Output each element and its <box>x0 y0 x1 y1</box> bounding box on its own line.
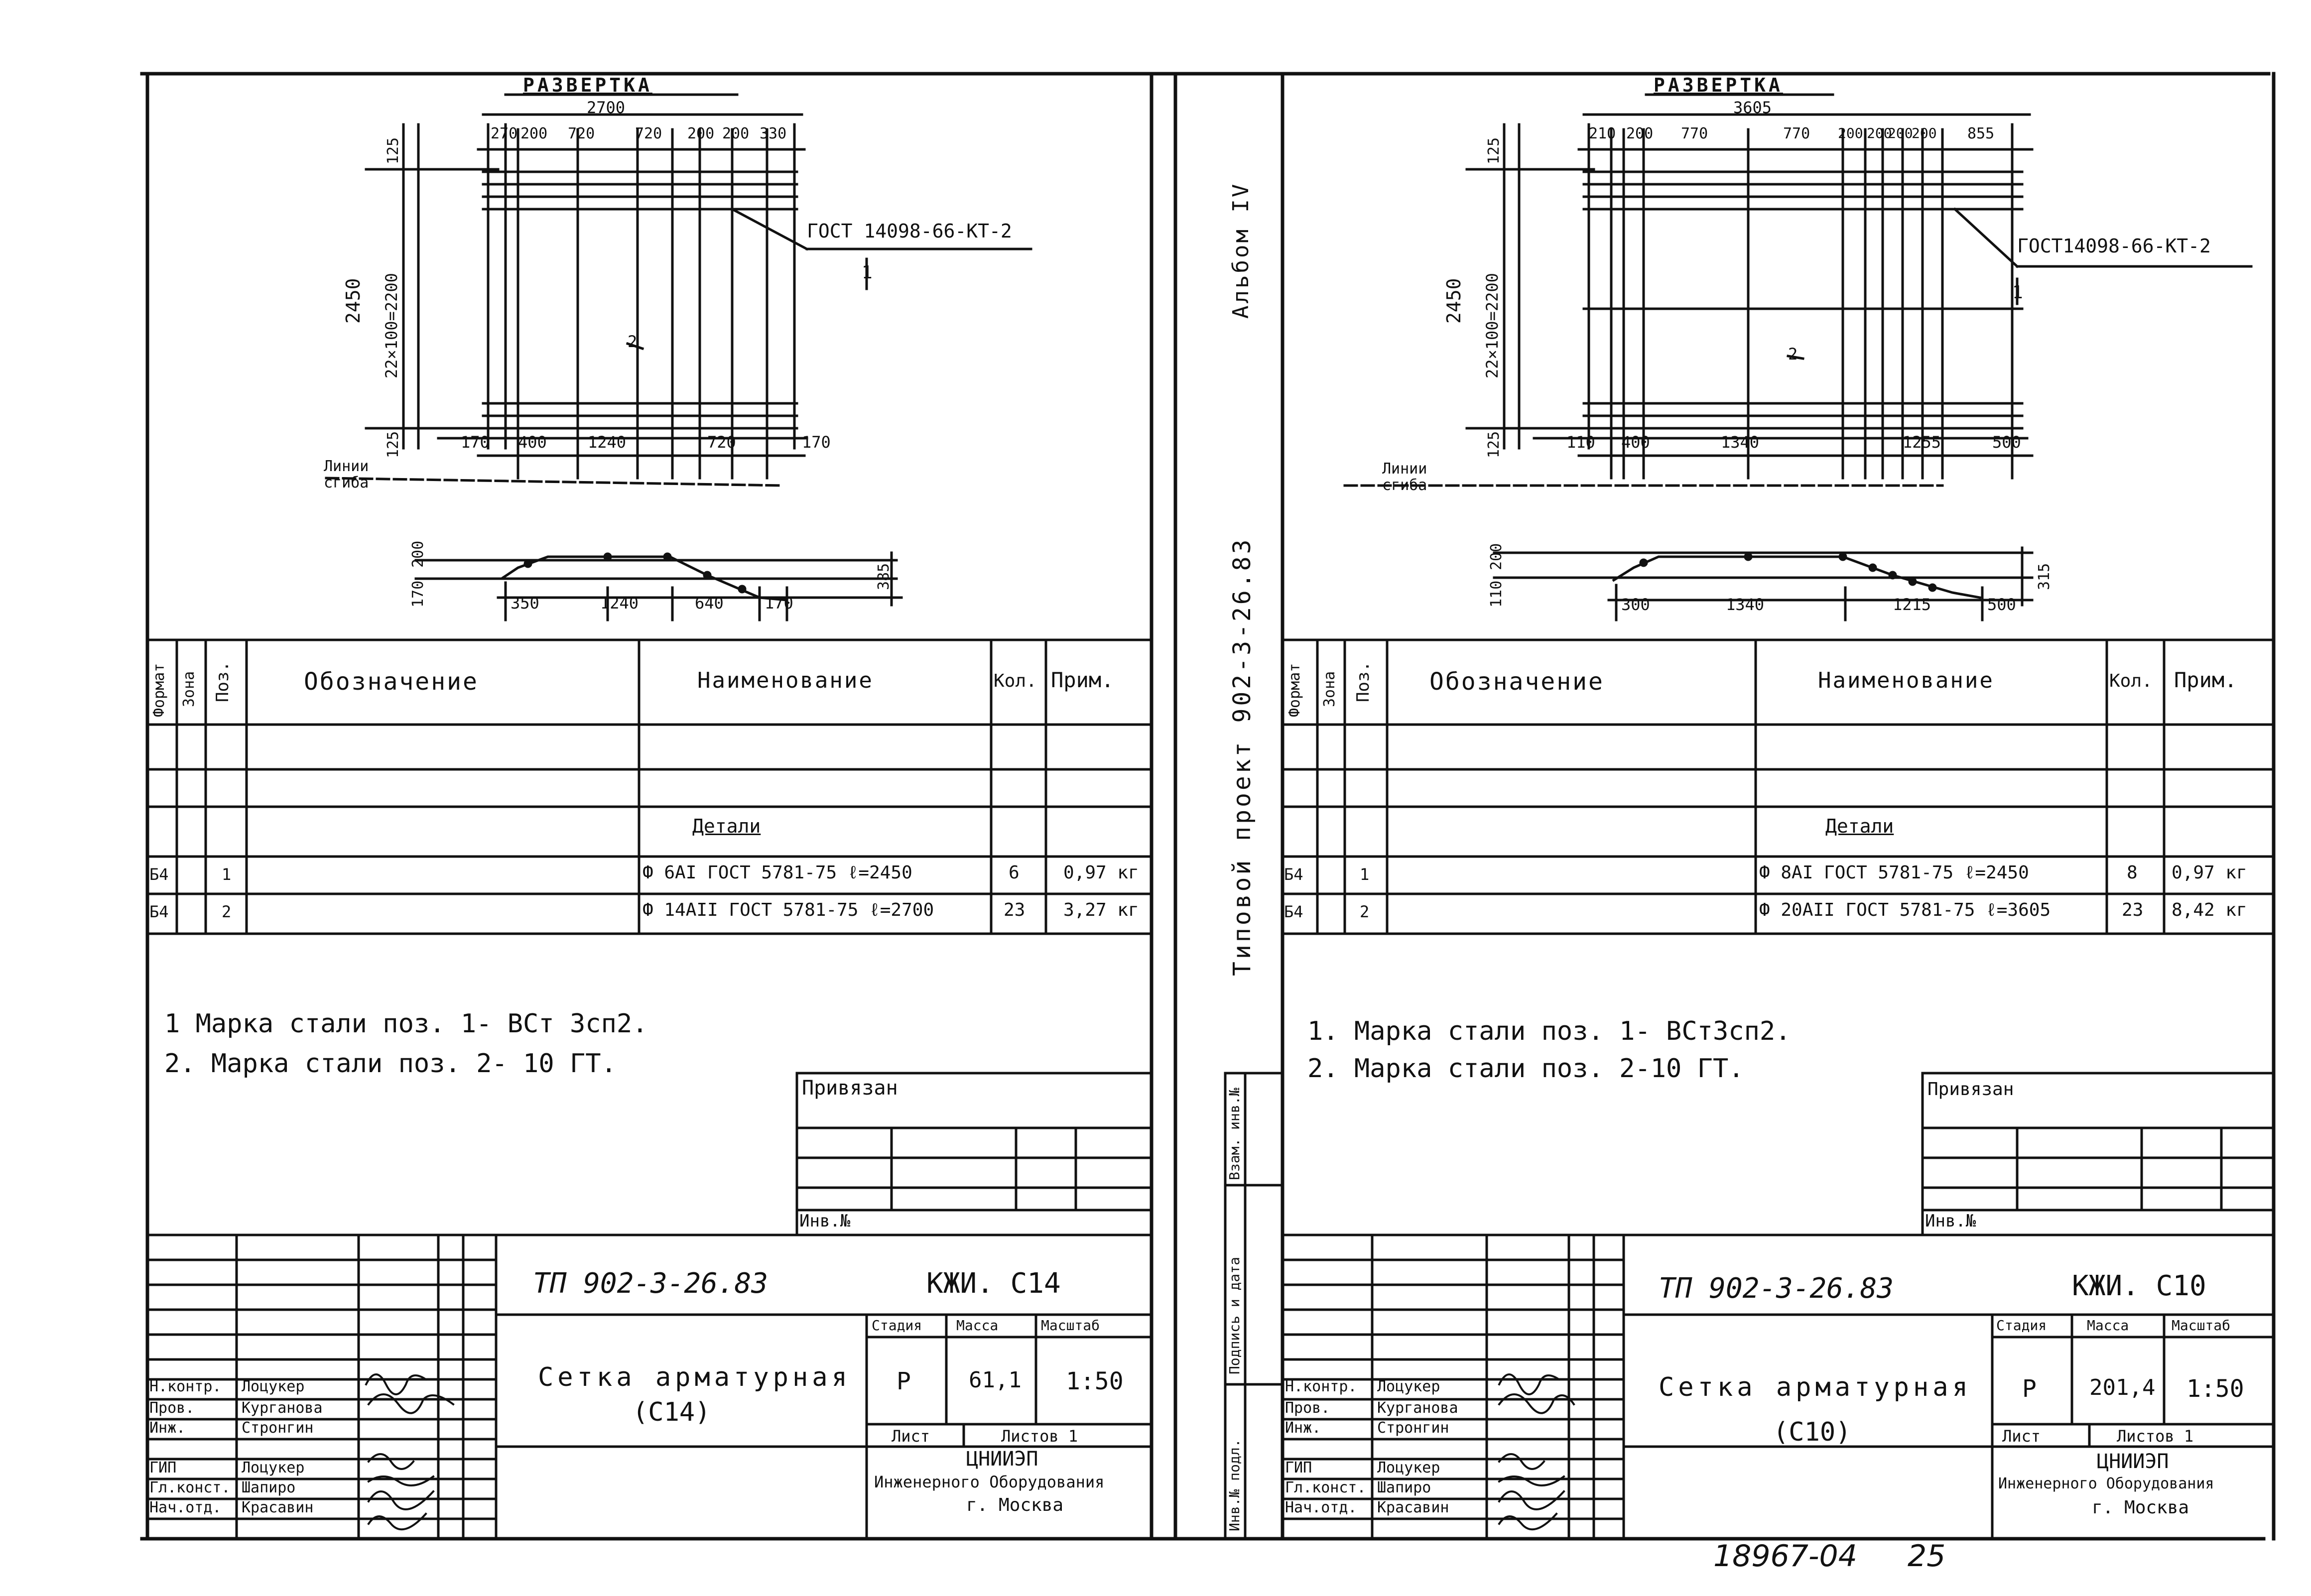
left-dim-top-1: 270 <box>491 125 518 142</box>
right-row2-format: Б4 <box>1284 902 1303 921</box>
left-note-2: 2. Марка стали поз. 2- 10 ГТ. <box>164 1049 617 1079</box>
left-row2-note: 3,27 кг <box>1063 900 1139 920</box>
right-inv-no: Инв.№ <box>1925 1211 1976 1231</box>
right-row2-name: Ф 20АII ГОСТ 5781-75 ℓ=3605 <box>1759 900 2051 920</box>
right-tb-code: ТП 902-3-26.83 <box>1659 1272 1894 1305</box>
right-tb-sheets-lbl: Листов 1 <box>2117 1427 2194 1446</box>
right-pos2-mark: 2 <box>1788 345 1798 364</box>
left-note-1: 1 Марка стали поз. 1- ВСт 3сп2. <box>164 1009 648 1039</box>
left-role-2: Пров. <box>149 1399 195 1417</box>
right-tb-scale-hdr: Масштаб <box>2172 1317 2231 1334</box>
right-bend-dim-b4: 500 <box>1987 595 2016 614</box>
left-tb-org-3: г. Москва <box>966 1495 1064 1515</box>
left-hdr-format: Формат <box>150 663 168 717</box>
left-name-5: Шапиро <box>242 1479 296 1496</box>
right-dim-top-7: 200 <box>1888 125 1913 141</box>
left-dim-top-3: 720 <box>568 125 595 142</box>
right-dim-bottom-5: 500 <box>1992 433 2021 452</box>
right-dim-top-5: 200 <box>1838 125 1863 141</box>
right-bend-dim-v2: 200 <box>1488 543 1505 570</box>
left-tb-stage-hdr: Стадия <box>872 1317 922 1334</box>
right-bend-dim-b2: 1340 <box>1726 595 1765 614</box>
right-row1-format: Б4 <box>1284 865 1303 884</box>
page-number: 25 <box>1908 1539 1946 1574</box>
right-tb-sheet-lbl: Лист <box>2002 1427 2041 1446</box>
left-bend-dim-b3: 640 <box>695 594 724 613</box>
right-tb-title-2: (С10) <box>1773 1417 1851 1447</box>
left-dim-bottom-2: 400 <box>518 433 547 452</box>
left-row1-name: Ф 6АI ГОСТ 5781-75 ℓ=2450 <box>642 862 912 883</box>
right-tb-org-1: ЦНИИЭП <box>2097 1450 2169 1473</box>
left-tb-sheets-lbl: Листов 1 <box>1001 1427 1078 1446</box>
right-dim-top-6: 200 <box>1867 125 1892 141</box>
left-bend-dim-v1: 170 <box>409 580 427 608</box>
left-dim-top-5: 200 <box>687 125 715 142</box>
left-tb-org-1: ЦНИИЭП <box>966 1448 1038 1471</box>
right-dim-top-4: 770 <box>1783 125 1810 142</box>
right-tb-mass: 201,4 <box>2089 1375 2156 1400</box>
left-name-6: Красавин <box>242 1499 314 1516</box>
archive-number: 18967-04 <box>1713 1539 1857 1574</box>
right-role-1: Н.контр. <box>1285 1378 1357 1395</box>
right-tb-org-3: г. Москва <box>2092 1497 2189 1518</box>
right-note-1: 1. Марка стали поз. 1- ВСт3сп2. <box>1307 1016 1791 1046</box>
left-dim-top-7: 330 <box>760 125 787 142</box>
right-hdr-format: Формат <box>1286 663 1303 717</box>
left-name-4: Лоцукер <box>242 1459 305 1476</box>
left-dim-bottom-3: 1240 <box>588 433 627 452</box>
left-dim-total: 2450 <box>342 278 364 324</box>
left-tb-title-1: Сетка арматурная <box>538 1362 851 1392</box>
side-inv-podl: Инв.№ подл. <box>1226 1439 1243 1531</box>
right-tb-stage-hdr: Стадия <box>1996 1317 2047 1334</box>
left-section-details: Детали <box>692 815 761 837</box>
left-role-3: Инж. <box>149 1419 186 1437</box>
left-dim-125-top: 125 <box>385 137 402 164</box>
right-razvertka-title: РАЗВЕРТКА <box>1654 74 1783 96</box>
right-section-details: Детали <box>1825 815 1894 837</box>
right-row1-qty: 8 <box>2127 862 2138 883</box>
left-hdr-note: Прим. <box>1051 668 1114 692</box>
right-row1-name: Ф 8АI ГОСТ 5781-75 ℓ=2450 <box>1759 862 2029 883</box>
left-bend-dim-right: 385 <box>875 563 893 590</box>
right-dim-top-8: 200 <box>1912 125 1937 141</box>
right-privyazan: Привязан <box>1927 1079 2014 1100</box>
left-dim-top-total: 2700 <box>587 98 626 117</box>
right-hdr-note: Прим. <box>2174 668 2237 692</box>
right-role-2: Пров. <box>1285 1399 1330 1417</box>
left-tb-scale-hdr: Масштаб <box>1041 1317 1100 1334</box>
right-pos1-mark: 1 <box>2012 282 2023 303</box>
left-row2-format: Б4 <box>149 902 169 921</box>
side-vzam: Взам. инв.№ <box>1226 1088 1243 1180</box>
left-row2-name: Ф 14АII ГОСТ 5781-75 ℓ=2700 <box>642 900 934 920</box>
right-name-5: Шапиро <box>1377 1479 1431 1496</box>
right-row2-qty: 23 <box>2122 900 2144 920</box>
right-role-6: Нач.отд. <box>1285 1499 1357 1516</box>
right-bend-dim-right: 315 <box>2036 563 2053 590</box>
left-pos1-mark: 1 <box>862 262 873 283</box>
left-dim-125-bottom: 125 <box>385 431 402 458</box>
right-name-3: Стронгин <box>1377 1419 1449 1437</box>
left-tb-title-2: (С14) <box>633 1397 711 1427</box>
left-dim-bottom-5: 170 <box>802 433 831 452</box>
left-hdr-designation: Обозначение <box>304 668 479 696</box>
right-dim-bottom-4: 1255 <box>1903 433 1941 452</box>
right-dim-bottom-3: 1340 <box>1721 433 1760 452</box>
left-role-1: Н.контр. <box>149 1378 222 1395</box>
right-tb-mass-hdr: Масса <box>2087 1317 2129 1334</box>
left-tb-code: ТП 902-3-26.83 <box>533 1267 769 1300</box>
left-name-2: Курганова <box>242 1399 323 1417</box>
right-dim-top-1: 210 <box>1589 125 1616 142</box>
left-tb-org-2: Инженерного Оборудования <box>874 1473 1105 1491</box>
left-row2-qty: 23 <box>1004 900 1026 920</box>
right-tb-org-2: Инженерного Оборудования <box>1998 1475 2214 1492</box>
left-inv-no: Инв.№ <box>799 1211 851 1231</box>
right-hdr-qty: Кол. <box>2109 671 2153 691</box>
left-hdr-qty: Кол. <box>994 671 1037 691</box>
left-dim-bottom-1: 170 <box>461 433 490 452</box>
left-row1-qty: 6 <box>1009 862 1020 883</box>
left-dim-bottom-4: 720 <box>707 433 736 452</box>
left-razvertka-title: РАЗВЕРТКА <box>523 74 652 96</box>
left-hdr-name: Наименование <box>697 668 874 693</box>
left-name-1: Лоцукер <box>242 1378 305 1395</box>
left-row1-format: Б4 <box>149 865 169 884</box>
right-row2-note: 8,42 кг <box>2172 900 2247 920</box>
right-dim-top-3: 770 <box>1681 125 1708 142</box>
right-name-1: Лоцукер <box>1377 1378 1440 1395</box>
right-name-6: Красавин <box>1377 1499 1449 1516</box>
left-tb-stage: Р <box>897 1367 911 1395</box>
left-row1-pos: 1 <box>222 865 232 884</box>
left-bend-lines-label: Линии сгиба <box>324 458 369 491</box>
left-gost-callout: ГОСТ 14098-66-КТ-2 <box>807 220 1012 242</box>
left-role-5: Гл.конст. <box>149 1479 231 1496</box>
right-bend-dim-v1: 110 <box>1488 580 1505 608</box>
right-hdr-designation: Обозначение <box>1429 668 1604 696</box>
right-hdr-name: Наименование <box>1818 668 1994 693</box>
right-role-3: Инж. <box>1285 1419 1321 1437</box>
side-podp: Подпись и дата <box>1226 1256 1243 1374</box>
right-dim-mid: 22×100=2200 <box>1483 273 1502 378</box>
left-tb-sheet-lbl: Лист <box>892 1427 930 1446</box>
left-tb-mass: 61,1 <box>969 1367 1022 1393</box>
left-role-4: ГИП <box>149 1459 177 1476</box>
right-bend-lines-label: Линии сгиба <box>1382 460 1427 494</box>
left-dim-top-2: 200 <box>520 125 548 142</box>
right-bend-dim-b1: 300 <box>1621 595 1650 614</box>
left-bend-dim-b1: 350 <box>511 594 539 613</box>
right-name-4: Лоцукер <box>1377 1459 1440 1476</box>
left-bend-dim-b2: 1240 <box>600 594 639 613</box>
right-tb-stage: Р <box>2022 1375 2037 1403</box>
right-role-5: Гл.конст. <box>1285 1479 1366 1496</box>
left-row2-pos: 2 <box>222 902 232 921</box>
side-album: Альбом IV <box>1228 182 1254 319</box>
right-row1-note: 0,97 кг <box>2172 862 2247 883</box>
left-hdr-pos: Поз. <box>213 661 233 702</box>
side-project: Типовой проект 902-3-26.83 <box>1228 537 1256 976</box>
left-dim-top-6: 200 <box>722 125 750 142</box>
right-name-2: Курганова <box>1377 1399 1458 1417</box>
left-dim-mid: 22×100=2200 <box>382 273 401 378</box>
right-bend-dim-b3: 1215 <box>1893 595 1931 614</box>
right-hdr-pos: Поз. <box>1353 661 1373 702</box>
right-dim-total: 2450 <box>1443 278 1465 324</box>
right-dim-bottom-1: 110 <box>1566 433 1595 452</box>
right-tb-title-1: Сетка арматурная <box>1659 1372 1972 1402</box>
right-dim-top-9: 855 <box>1967 125 1995 142</box>
left-tb-scale: 1:50 <box>1066 1367 1124 1395</box>
left-hdr-zone: Зона <box>180 671 198 707</box>
left-bend-dim-v2: 200 <box>409 540 427 568</box>
left-bend-dim-b4: 170 <box>765 594 793 613</box>
left-privyazan: Привязан <box>802 1077 898 1100</box>
left-name-3: Стронгин <box>242 1419 314 1437</box>
right-tb-sheet-code: КЖИ. С10 <box>2072 1270 2206 1302</box>
right-dim-top-total: 3605 <box>1733 98 1772 117</box>
left-dim-top-4: 720 <box>635 125 662 142</box>
right-dim-125-top: 125 <box>1485 137 1503 164</box>
left-tb-mass-hdr: Масса <box>956 1317 999 1334</box>
right-dim-bottom-2: 400 <box>1621 433 1650 452</box>
left-row1-note: 0,97 кг <box>1063 862 1139 883</box>
left-tb-sheet-code: КЖИ. С14 <box>926 1267 1061 1300</box>
left-pos2-mark: 2 <box>628 332 638 351</box>
right-gost-callout: ГОСТ14098-66-КТ-2 <box>2017 235 2211 257</box>
right-note-2: 2. Марка стали поз. 2-10 ГТ. <box>1307 1054 1744 1084</box>
right-tb-scale: 1:50 <box>2186 1375 2244 1403</box>
right-dim-125-bottom: 125 <box>1485 431 1503 458</box>
right-role-4: ГИП <box>1285 1459 1312 1476</box>
left-bend-profile <box>416 553 901 620</box>
left-role-6: Нач.отд. <box>149 1499 222 1516</box>
right-row1-pos: 1 <box>1360 865 1370 884</box>
right-hdr-zone: Зона <box>1321 671 1338 707</box>
right-mesh-plan <box>1345 95 2251 486</box>
left-mesh-plan <box>326 95 1031 486</box>
right-row2-pos: 2 <box>1360 902 1370 921</box>
right-dim-top-2: 200 <box>1626 125 1654 142</box>
